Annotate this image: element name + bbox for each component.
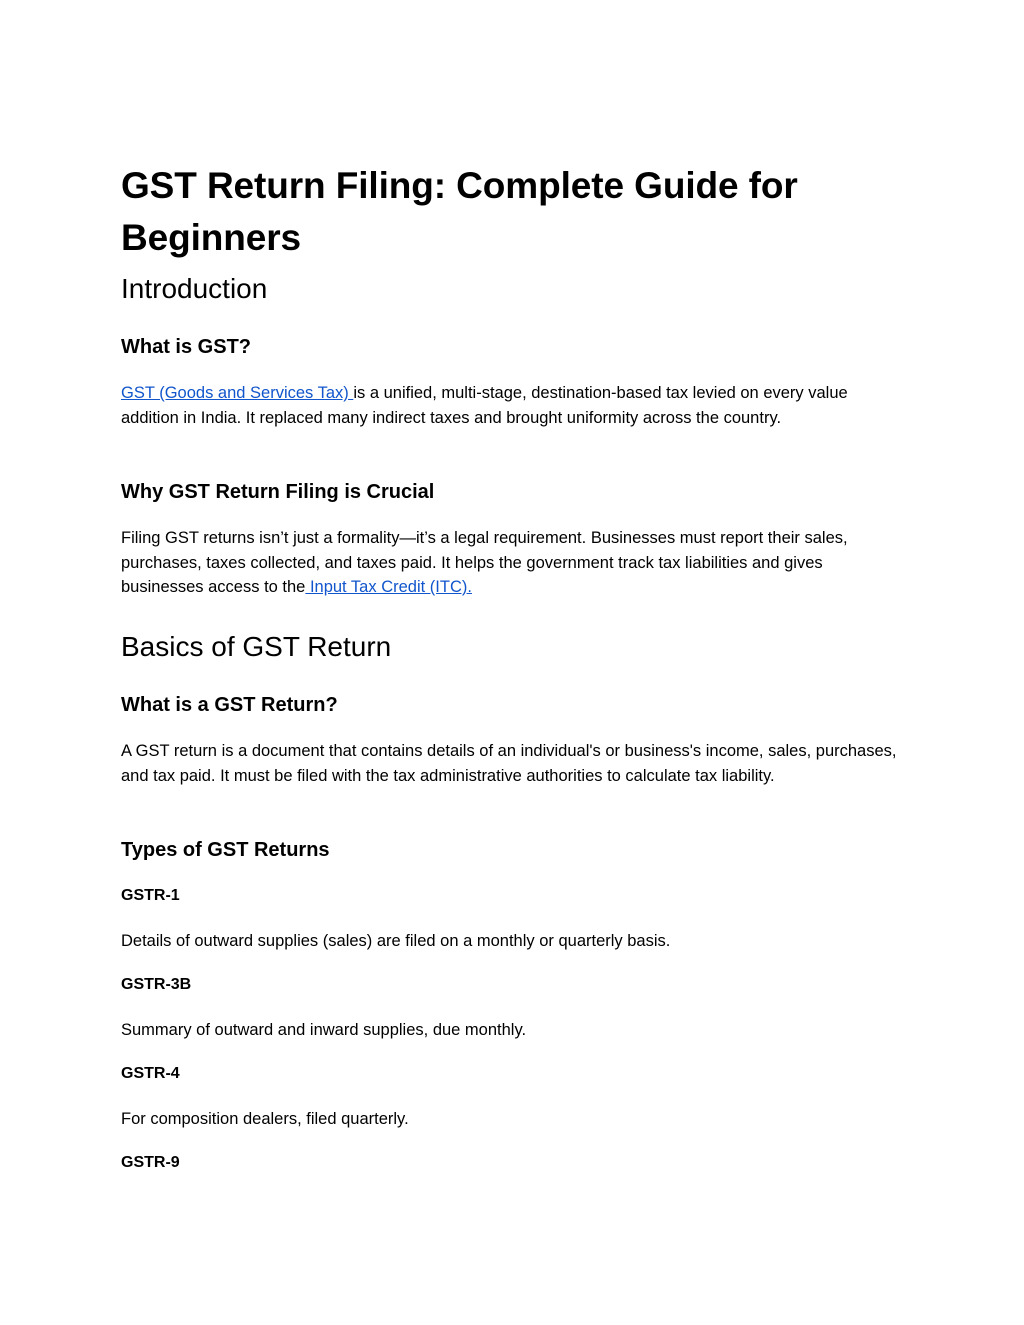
what-is-return-paragraph: A GST return is a document that contains details of an individual's or business's income, sales, purchases, and tax paid. It must be filed with the tax administrative authorities to calculate tax liability.: [121, 742, 897, 785]
why-crucial-heading: Why GST Return Filing is Crucial: [121, 481, 435, 503]
gstr-1-description: Details of outward supplies (sales) are filed on a monthly or quarterly basis.: [121, 932, 671, 950]
itc-link[interactable]: Input Tax Credit (ITC).: [305, 578, 472, 596]
why-crucial-paragraph: [121, 526, 901, 600]
gstr-4-description: For composition dealers, filed quarterly.: [121, 1110, 409, 1128]
what-is-gst-heading: What is GST?: [121, 336, 251, 358]
what-is-gst-text: is a unified, multi-stage, destination-based tax levied on every value addition in India. It replaced many indirect taxes and brought uniformity across the country.: [121, 384, 848, 427]
introduction-heading: Introduction: [121, 273, 268, 304]
types-heading: Types of GST Returns: [121, 839, 330, 861]
gstr-4-heading: GSTR-4: [121, 1065, 180, 1082]
what-is-return-heading: What is a GST Return?: [121, 694, 338, 716]
why-crucial-text: Filing GST returns isn’t just a formality—it’s a legal requirement. Businesses must report their sales, purchases, taxes collected, and taxes paid. It helps the government track tax liabilities and gives businesses access to the: [121, 529, 848, 596]
gstr-1-heading: GSTR-1: [121, 887, 180, 904]
gstr-9-heading: GSTR-9: [121, 1154, 180, 1171]
gstr-3b-description: Summary of outward and inward supplies, due monthly.: [121, 1021, 527, 1039]
basics-heading: Basics of GST Return: [121, 631, 392, 662]
page-title: GST Return Filing: Complete Guide for Beginners: [121, 165, 798, 258]
gstr-3b-heading: GSTR-3B: [121, 976, 192, 993]
gst-definition-link[interactable]: GST (Goods and Services Tax): [121, 384, 354, 402]
what-is-gst-paragraph: [121, 381, 901, 430]
